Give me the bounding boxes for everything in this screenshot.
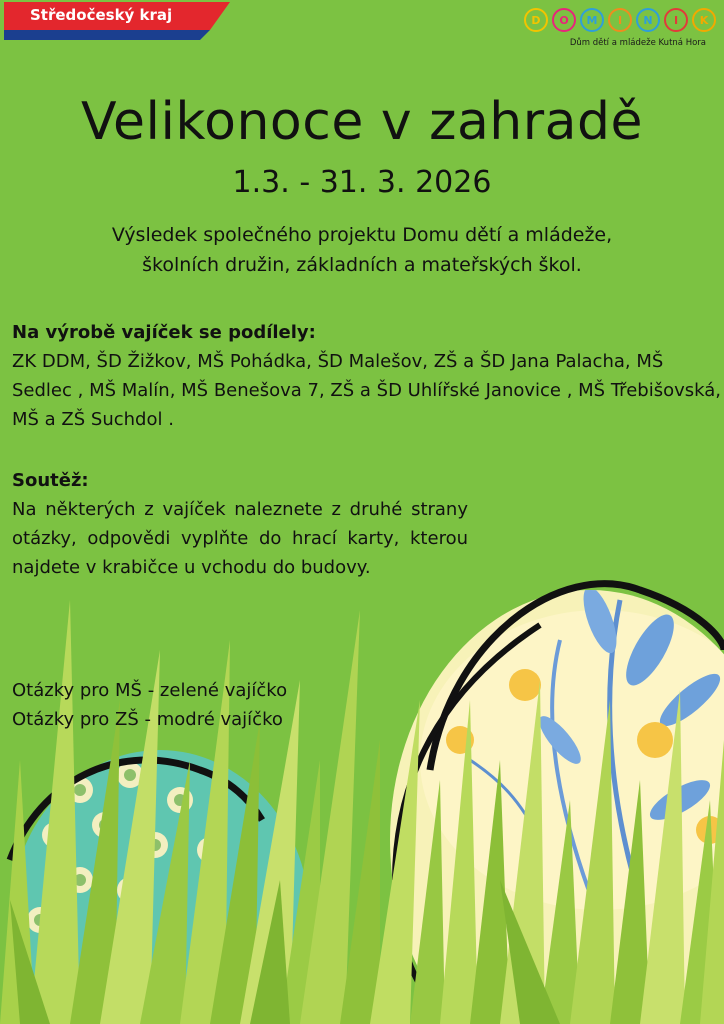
event-title: Velikonoce v zahradě (80, 92, 644, 152)
dominik-logo (476, 8, 716, 56)
participants-section (12, 318, 722, 434)
logo-letter: M (580, 8, 604, 32)
subtitle-line-1: Výsledek společného projektu Domu dětí a mládeže, (111, 224, 613, 246)
participants-heading: Na výrobě vajíček se podílely: (12, 322, 316, 343)
logo-letter: I (608, 8, 632, 32)
questions-line-1: Otázky pro MŠ - zelené vajíčko (12, 680, 288, 701)
logo-letter: K (692, 8, 716, 32)
contest-heading: Soutěž: (12, 470, 89, 491)
logo-letter: N (636, 8, 660, 32)
contest-text: Na některých z vajíček naleznete z druhé strany otázky, odpovědi vyplňte do hrací karty, kterou najdete v krabičce u vchodu do budovy. (12, 499, 468, 578)
org-name: Dům dětí a mládeže Kutná Hora (569, 38, 706, 48)
contest-section (12, 466, 468, 582)
questions-section (12, 676, 462, 734)
questions-line-2: Otázky pro ZŠ - modré vajíčko (12, 709, 283, 730)
logo-letter: D (524, 8, 548, 32)
logo-letter: O (552, 8, 576, 32)
event-dates: 1.3. - 31. 3. 2026 (232, 165, 492, 200)
logo-letters (476, 8, 716, 32)
event-subtitle (0, 220, 724, 280)
subtitle-line-2: školních družin, základních a mateřských škol. (142, 254, 582, 276)
logo-letter: I (664, 8, 688, 32)
region-logo-text: Středočeský kraj (30, 6, 173, 24)
participants-text: ZK DDM, ŠD Žižkov, MŠ Pohádka, ŠD Malešov, ZŠ a ŠD Jana Palacha, MŠ Sedlec , MŠ Malín, MŠ Benešova 7, ZŠ a ŠD Uhlířské Janovice , MŠ Třebišovská, MŠ a ZŠ Suchdol . (12, 351, 721, 430)
